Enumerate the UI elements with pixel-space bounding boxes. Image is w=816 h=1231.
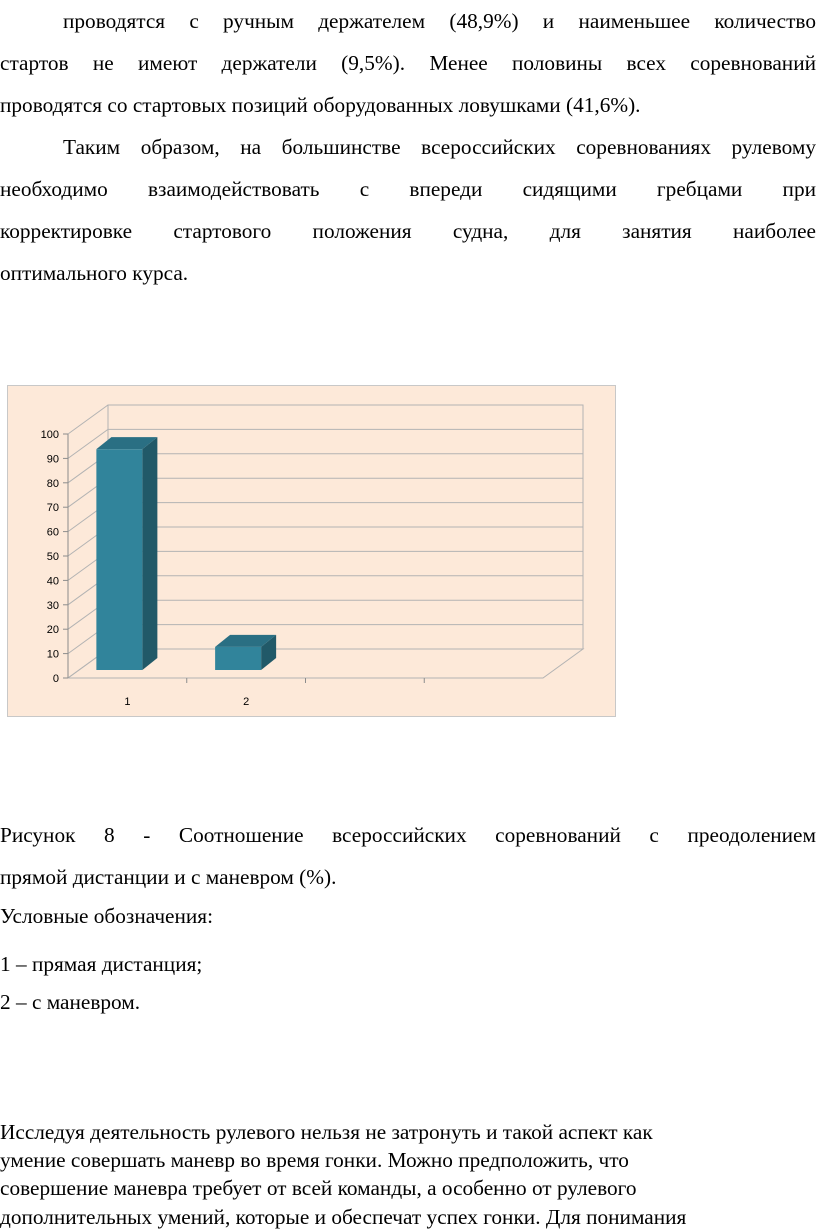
paragraph-3-line: Исследуя деятельность рулевого нельзя не затронуть и такой аспект как [0, 1120, 653, 1144]
paragraph-2-line: Таким образом, на большинстве всероссийских соревнованиях рулевому [63, 135, 816, 159]
caption-line: прямой дистанции и с маневром (%). [0, 865, 337, 889]
paragraph-1-line: проводятся с ручным держателем (48,9%) и наименьшее количество [63, 9, 816, 33]
paragraph-1 [0, 0, 816, 126]
y-tick-label: 70 [46, 502, 59, 515]
y-tick-label: 100 [40, 429, 59, 441]
paragraph-3 [0, 1118, 816, 1231]
paragraph-3-line: совершение маневра требует от всей команды, а особенно от рулевого [0, 1176, 637, 1201]
legend-title: Условные обозначения: [0, 904, 213, 928]
x-tick-label: 1 [124, 696, 131, 708]
paragraph-2-line: необходимо взаимодействовать с впереди сидящими гребцами при [0, 177, 816, 201]
y-tick-label: 30 [46, 599, 59, 612]
y-tick-label: 0 [52, 673, 59, 685]
y-tick-label: 80 [46, 477, 59, 490]
paragraph-3-line: дополнительных умений, которые и обеспечат успех гонки. Для понимания [0, 1204, 687, 1229]
bar-chart [7, 385, 616, 717]
bar-side [142, 437, 157, 670]
paragraph-1-line: стартов не имеют держатели (9,5%). Менее половины всех соревнований [0, 51, 816, 75]
bar [215, 647, 261, 670]
legend-item-2: 2 – с маневром. [0, 990, 141, 1014]
y-tick-label: 10 [46, 648, 59, 661]
legend-item-1: 1 – прямая дистанция; [0, 952, 203, 976]
bar-chart-svg [8, 386, 617, 718]
x-tick-label: 2 [243, 696, 250, 708]
figure-caption [0, 814, 816, 898]
y-tick-label: 90 [46, 453, 59, 466]
bar [96, 449, 142, 670]
paragraph-2-line: корректировке стартового положения судна, для занятия наиболее [0, 219, 816, 243]
y-tick-label: 50 [46, 551, 59, 563]
paragraph-2 [0, 126, 816, 294]
y-tick-label: 60 [46, 526, 59, 539]
y-tick-label: 40 [46, 575, 59, 588]
paragraph-1-line: проводятся со стартовых позиций оборудованных ловушками (41,6%). [0, 93, 641, 117]
paragraph-2-line: оптимального курса. [0, 261, 189, 285]
y-tick-label: 20 [46, 624, 59, 637]
caption-line: Рисунок 8 - Соотношение всероссийских соревнований с преодолением [0, 823, 816, 847]
paragraph-3-line: умение совершать маневр во время гонки. Можно предположить, что [0, 1148, 629, 1173]
